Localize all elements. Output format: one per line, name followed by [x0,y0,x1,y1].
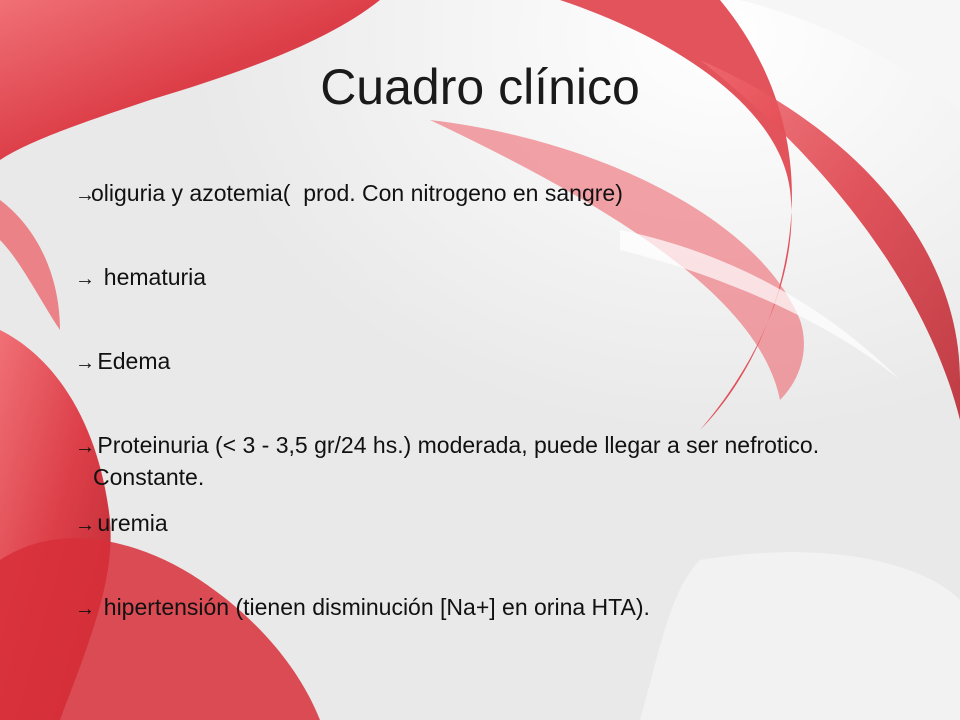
bullet-proteinuria [75,430,913,492]
bullet-text: oliguria y azotemia( prod. Con nitrogeno en sangre) [91,180,623,206]
arrow-right-icon: → [75,184,95,206]
arrow-right-icon: → [75,268,95,290]
bullet-hipertension [75,592,895,624]
bullet-text: hematuria [91,264,207,290]
bullet-text: hipertensión (tienen disminución [Na+] en orina HTA). [91,594,650,620]
bullet-text: uremia [91,510,168,536]
slide-title: Cuadro clínico [320,59,640,115]
bullet-oliguria [75,178,895,210]
arrow-right-icon: → [75,352,95,374]
arrow-right-icon: → [75,514,95,536]
arrow-right-icon: → [75,598,95,620]
bullet-text: Proteinuria (< 3 - 3,5 gr/24 hs.) moderada, puede llegar a ser nefrotico. Constante. [91,432,820,490]
bullet-edema [75,346,895,378]
bullet-text: Edema [91,348,171,374]
arrow-right-icon: → [75,436,95,458]
bullet-uremia [75,508,895,540]
bullet-hematuria [75,262,895,294]
